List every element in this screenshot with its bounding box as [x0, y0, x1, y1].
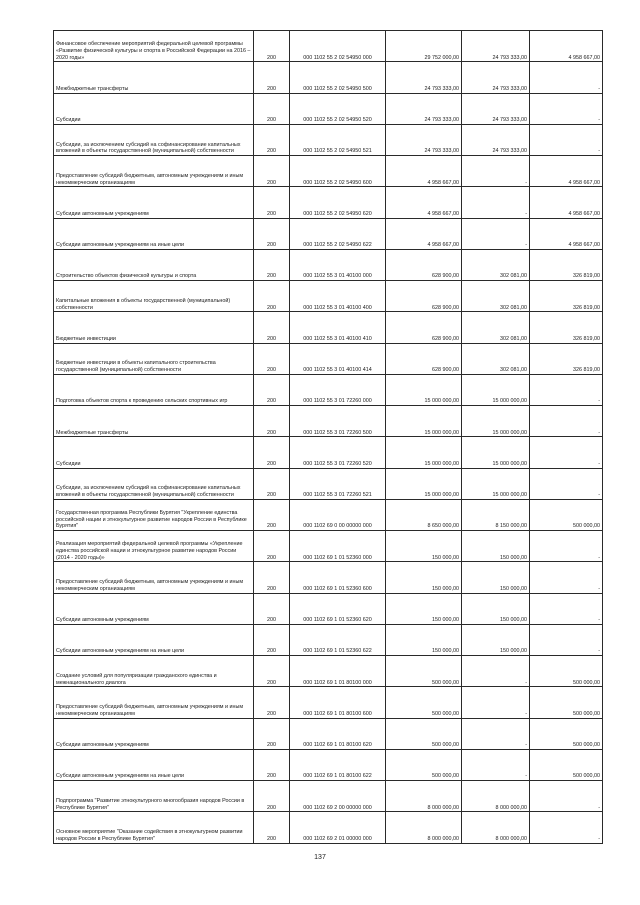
- row-code-cell: 200: [254, 562, 290, 593]
- row-kbk-cell: 000 1102 69 1 01 80100 600: [290, 687, 386, 718]
- row-value-total-cell: 24 793 333,00: [386, 124, 462, 155]
- row-code-cell: 200: [254, 218, 290, 249]
- row-name-cell: Субсидии автономным учреждениям: [54, 593, 254, 624]
- row-value-regional-cell: 326 819,00: [530, 249, 603, 280]
- row-code-cell: 200: [254, 749, 290, 780]
- row-value-total-cell: 150 000,00: [386, 531, 462, 562]
- table-row: [54, 374, 603, 405]
- row-value-federal-cell: 302 081,00: [462, 249, 530, 280]
- row-value-total-cell: 4 958 667,00: [386, 218, 462, 249]
- row-value-total-cell: 4 958 667,00: [386, 187, 462, 218]
- row-value-federal-cell: 15 000 000,00: [462, 468, 530, 499]
- row-value-federal-cell: 15 000 000,00: [462, 437, 530, 468]
- row-value-federal-cell: 8 150 000,00: [462, 499, 530, 530]
- row-code-cell: 200: [254, 156, 290, 187]
- row-kbk-cell: 000 1102 55 2 02 54950 000: [290, 31, 386, 62]
- row-code-cell: 200: [254, 249, 290, 280]
- row-code-cell: 200: [254, 656, 290, 687]
- table-row: [54, 249, 603, 280]
- row-name-cell: Межбюджетные трансферты: [54, 406, 254, 437]
- row-value-total-cell: 500 000,00: [386, 718, 462, 749]
- row-name-cell: Субсидии автономным учреждениям на иные цели: [54, 218, 254, 249]
- table-row: [54, 281, 603, 312]
- row-kbk-cell: 000 1102 69 1 01 80100 620: [290, 718, 386, 749]
- row-value-total-cell: 500 000,00: [386, 749, 462, 780]
- row-kbk-cell: 000 1102 55 3 01 72260 521: [290, 468, 386, 499]
- row-value-regional-cell: -: [530, 374, 603, 405]
- row-code-cell: 200: [254, 468, 290, 499]
- row-value-total-cell: 24 793 333,00: [386, 62, 462, 93]
- table-row: [54, 437, 603, 468]
- row-code-cell: 200: [254, 187, 290, 218]
- row-value-regional-cell: -: [530, 62, 603, 93]
- table-row: [54, 187, 603, 218]
- row-name-cell: Субсидии: [54, 437, 254, 468]
- row-name-cell: Реализация мероприятий федеральной целевой программы «Укрепление единства российской нации и этнокультурное развитие народов России (2014 - 2020 годы)»: [54, 531, 254, 562]
- row-name-cell: Субсидии автономным учреждениям на иные цели: [54, 749, 254, 780]
- table-row: [54, 156, 603, 187]
- row-code-cell: 200: [254, 531, 290, 562]
- table-row: [54, 124, 603, 155]
- row-code-cell: 200: [254, 406, 290, 437]
- row-value-regional-cell: -: [530, 812, 603, 843]
- row-kbk-cell: 000 1102 55 2 02 54950 600: [290, 156, 386, 187]
- row-value-total-cell: 24 793 333,00: [386, 93, 462, 124]
- row-name-cell: Строительство объектов физической культуры и спорта: [54, 249, 254, 280]
- row-value-federal-cell: 8 000 000,00: [462, 781, 530, 812]
- row-value-regional-cell: 500 000,00: [530, 656, 603, 687]
- row-value-regional-cell: -: [530, 406, 603, 437]
- row-name-cell: Межбюджетные трансферты: [54, 62, 254, 93]
- row-kbk-cell: 000 1102 69 1 01 52360 620: [290, 593, 386, 624]
- row-kbk-cell: 000 1102 69 1 01 52360 622: [290, 624, 386, 655]
- table-row: [54, 218, 603, 249]
- row-name-cell: Субсидии автономным учреждениям: [54, 187, 254, 218]
- row-kbk-cell: 000 1102 55 2 02 54950 521: [290, 124, 386, 155]
- row-name-cell: Предоставление субсидий бюджетным, автономным учреждениям и иным некоммерческим организациям: [54, 687, 254, 718]
- row-value-regional-cell: 500 000,00: [530, 749, 603, 780]
- table-row: [54, 562, 603, 593]
- row-value-total-cell: 15 000 000,00: [386, 468, 462, 499]
- row-value-total-cell: 15 000 000,00: [386, 374, 462, 405]
- table-row: [54, 812, 603, 843]
- row-code-cell: 200: [254, 812, 290, 843]
- row-kbk-cell: 000 1102 55 3 01 40100 000: [290, 249, 386, 280]
- row-value-regional-cell: -: [530, 781, 603, 812]
- row-name-cell: Основное мероприятие "Оказание содействия в этнокультурном развитии народов России в Республике Бурятия": [54, 812, 254, 843]
- row-kbk-cell: 000 1102 55 2 02 54950 620: [290, 187, 386, 218]
- row-code-cell: 200: [254, 781, 290, 812]
- row-code-cell: 200: [254, 62, 290, 93]
- row-value-federal-cell: 24 793 333,00: [462, 93, 530, 124]
- table-row: [54, 468, 603, 499]
- row-value-federal-cell: 302 081,00: [462, 343, 530, 374]
- row-value-federal-cell: 24 793 333,00: [462, 31, 530, 62]
- row-kbk-cell: 000 1102 55 2 02 54950 500: [290, 62, 386, 93]
- row-value-regional-cell: 326 819,00: [530, 343, 603, 374]
- table-row: [54, 62, 603, 93]
- row-kbk-cell: 000 1102 69 1 01 52360 000: [290, 531, 386, 562]
- row-value-regional-cell: -: [530, 531, 603, 562]
- table-row: [54, 749, 603, 780]
- row-name-cell: Финансовое обеспечение мероприятий федеральной целевой программы «Развитие физической культуры и спорта в Российской Федерации на 2016 – 2020 годы»: [54, 31, 254, 62]
- table-row: [54, 718, 603, 749]
- row-value-regional-cell: 4 958 667,00: [530, 218, 603, 249]
- row-code-cell: 200: [254, 93, 290, 124]
- row-name-cell: Субсидии, за исключением субсидий на софинансирование капитальных вложений в объекты государственной (муниципальной) собственности: [54, 124, 254, 155]
- row-value-regional-cell: -: [530, 124, 603, 155]
- table-row: [54, 93, 603, 124]
- table-row: [54, 531, 603, 562]
- row-kbk-cell: 000 1102 55 3 01 40100 410: [290, 312, 386, 343]
- row-value-total-cell: 8 000 000,00: [386, 812, 462, 843]
- row-name-cell: Субсидии, за исключением субсидий на софинансирование капитальных вложений в объекты государственной (муниципальной) собственности: [54, 468, 254, 499]
- row-name-cell: Бюджетные инвестиции: [54, 312, 254, 343]
- row-code-cell: 200: [254, 343, 290, 374]
- row-value-total-cell: 15 000 000,00: [386, 437, 462, 468]
- row-name-cell: Подготовка объектов спорта к проведению сельских спортивных игр: [54, 374, 254, 405]
- row-code-cell: 200: [254, 687, 290, 718]
- row-value-federal-cell: 15 000 000,00: [462, 406, 530, 437]
- row-value-federal-cell: -: [462, 187, 530, 218]
- row-kbk-cell: 000 1102 69 2 01 00000 000: [290, 812, 386, 843]
- row-value-federal-cell: 150 000,00: [462, 593, 530, 624]
- table-row: [54, 312, 603, 343]
- row-value-total-cell: 628 900,00: [386, 281, 462, 312]
- row-kbk-cell: 000 1102 55 3 01 72260 000: [290, 374, 386, 405]
- row-kbk-cell: 000 1102 55 3 01 40100 400: [290, 281, 386, 312]
- row-value-regional-cell: -: [530, 593, 603, 624]
- row-value-total-cell: 150 000,00: [386, 593, 462, 624]
- row-value-federal-cell: -: [462, 749, 530, 780]
- row-value-regional-cell: -: [530, 562, 603, 593]
- row-value-federal-cell: 24 793 333,00: [462, 124, 530, 155]
- row-value-regional-cell: -: [530, 624, 603, 655]
- row-code-cell: 200: [254, 718, 290, 749]
- budget-table: [53, 30, 603, 844]
- row-name-cell: Государственная программа Республики Бурятия "Укрепление единства российской нации и этнокультурное развитие народов России в Республике Бурятия": [54, 499, 254, 530]
- row-value-federal-cell: -: [462, 218, 530, 249]
- row-code-cell: 200: [254, 437, 290, 468]
- row-name-cell: Капитальные вложения в объекты государственной (муниципальной) собственности: [54, 281, 254, 312]
- row-value-regional-cell: -: [530, 93, 603, 124]
- row-kbk-cell: 000 1102 55 3 01 72260 500: [290, 406, 386, 437]
- row-value-total-cell: 4 958 667,00: [386, 156, 462, 187]
- row-value-federal-cell: 8 000 000,00: [462, 812, 530, 843]
- row-name-cell: Субсидии автономным учреждениям: [54, 718, 254, 749]
- row-value-total-cell: 628 900,00: [386, 343, 462, 374]
- table-row: [54, 687, 603, 718]
- row-value-regional-cell: 4 958 667,00: [530, 31, 603, 62]
- row-kbk-cell: 000 1102 69 1 01 80100 622: [290, 749, 386, 780]
- row-value-federal-cell: 15 000 000,00: [462, 374, 530, 405]
- row-name-cell: Предоставление субсидий бюджетным, автономным учреждениям и иным некоммерческим организациям: [54, 562, 254, 593]
- row-value-regional-cell: 326 819,00: [530, 312, 603, 343]
- row-value-federal-cell: -: [462, 156, 530, 187]
- row-value-regional-cell: 500 000,00: [530, 718, 603, 749]
- table-row: [54, 406, 603, 437]
- row-kbk-cell: 000 1102 55 2 02 54950 622: [290, 218, 386, 249]
- row-kbk-cell: 000 1102 69 0 00 00000 000: [290, 499, 386, 530]
- row-name-cell: Субсидии: [54, 93, 254, 124]
- row-value-total-cell: 29 752 000,00: [386, 31, 462, 62]
- row-kbk-cell: 000 1102 55 3 01 40100 414: [290, 343, 386, 374]
- table-row: [54, 31, 603, 62]
- row-code-cell: 200: [254, 374, 290, 405]
- table-row: [54, 343, 603, 374]
- row-kbk-cell: 000 1102 69 2 00 00000 000: [290, 781, 386, 812]
- row-value-total-cell: 500 000,00: [386, 656, 462, 687]
- row-value-regional-cell: 4 958 667,00: [530, 187, 603, 218]
- row-value-total-cell: 628 900,00: [386, 312, 462, 343]
- row-kbk-cell: 000 1102 55 3 01 72260 520: [290, 437, 386, 468]
- table-row: [54, 499, 603, 530]
- row-value-federal-cell: 24 793 333,00: [462, 62, 530, 93]
- row-value-regional-cell: 500 000,00: [530, 499, 603, 530]
- row-value-total-cell: 628 900,00: [386, 249, 462, 280]
- row-code-cell: 200: [254, 499, 290, 530]
- row-value-total-cell: 150 000,00: [386, 624, 462, 655]
- page-number: 137: [314, 854, 326, 861]
- row-value-federal-cell: 302 081,00: [462, 281, 530, 312]
- row-value-federal-cell: -: [462, 656, 530, 687]
- table-row: [54, 624, 603, 655]
- row-kbk-cell: 000 1102 55 2 02 54950 520: [290, 93, 386, 124]
- row-value-federal-cell: 150 000,00: [462, 531, 530, 562]
- table-row: [54, 593, 603, 624]
- row-value-regional-cell: -: [530, 468, 603, 499]
- row-code-cell: 200: [254, 281, 290, 312]
- row-code-cell: 200: [254, 312, 290, 343]
- row-name-cell: Предоставление субсидий бюджетным, автономным учреждениям и иным некоммерческим организациям: [54, 156, 254, 187]
- row-code-cell: 200: [254, 624, 290, 655]
- row-value-total-cell: 8 650 000,00: [386, 499, 462, 530]
- row-code-cell: 200: [254, 124, 290, 155]
- row-value-federal-cell: 150 000,00: [462, 624, 530, 655]
- row-value-regional-cell: 326 819,00: [530, 281, 603, 312]
- row-kbk-cell: 000 1102 69 1 01 52360 600: [290, 562, 386, 593]
- row-kbk-cell: 000 1102 69 1 01 80100 000: [290, 656, 386, 687]
- table-row: [54, 656, 603, 687]
- row-value-federal-cell: 150 000,00: [462, 562, 530, 593]
- row-value-federal-cell: -: [462, 687, 530, 718]
- row-value-total-cell: 15 000 000,00: [386, 406, 462, 437]
- row-value-total-cell: 150 000,00: [386, 562, 462, 593]
- row-name-cell: Субсидии автономным учреждениям на иные цели: [54, 624, 254, 655]
- row-code-cell: 200: [254, 593, 290, 624]
- row-name-cell: Бюджетные инвестиции в объекты капитального строительства государственной (муниципальной) собственности: [54, 343, 254, 374]
- row-value-regional-cell: -: [530, 437, 603, 468]
- budget-table-container: [53, 30, 602, 842]
- row-value-federal-cell: 302 081,00: [462, 312, 530, 343]
- row-value-regional-cell: 500 000,00: [530, 687, 603, 718]
- row-value-total-cell: 8 000 000,00: [386, 781, 462, 812]
- row-value-regional-cell: 4 958 667,00: [530, 156, 603, 187]
- row-name-cell: Создание условий для популяризации гражданского единства и межнационального диалога: [54, 656, 254, 687]
- table-row: [54, 781, 603, 812]
- budget-table-body: [54, 31, 603, 844]
- row-value-federal-cell: -: [462, 718, 530, 749]
- row-code-cell: 200: [254, 31, 290, 62]
- row-value-total-cell: 500 000,00: [386, 687, 462, 718]
- row-name-cell: Подпрограмма "Развитие этнокультурного многообразия народов России в Республике Бурятия": [54, 781, 254, 812]
